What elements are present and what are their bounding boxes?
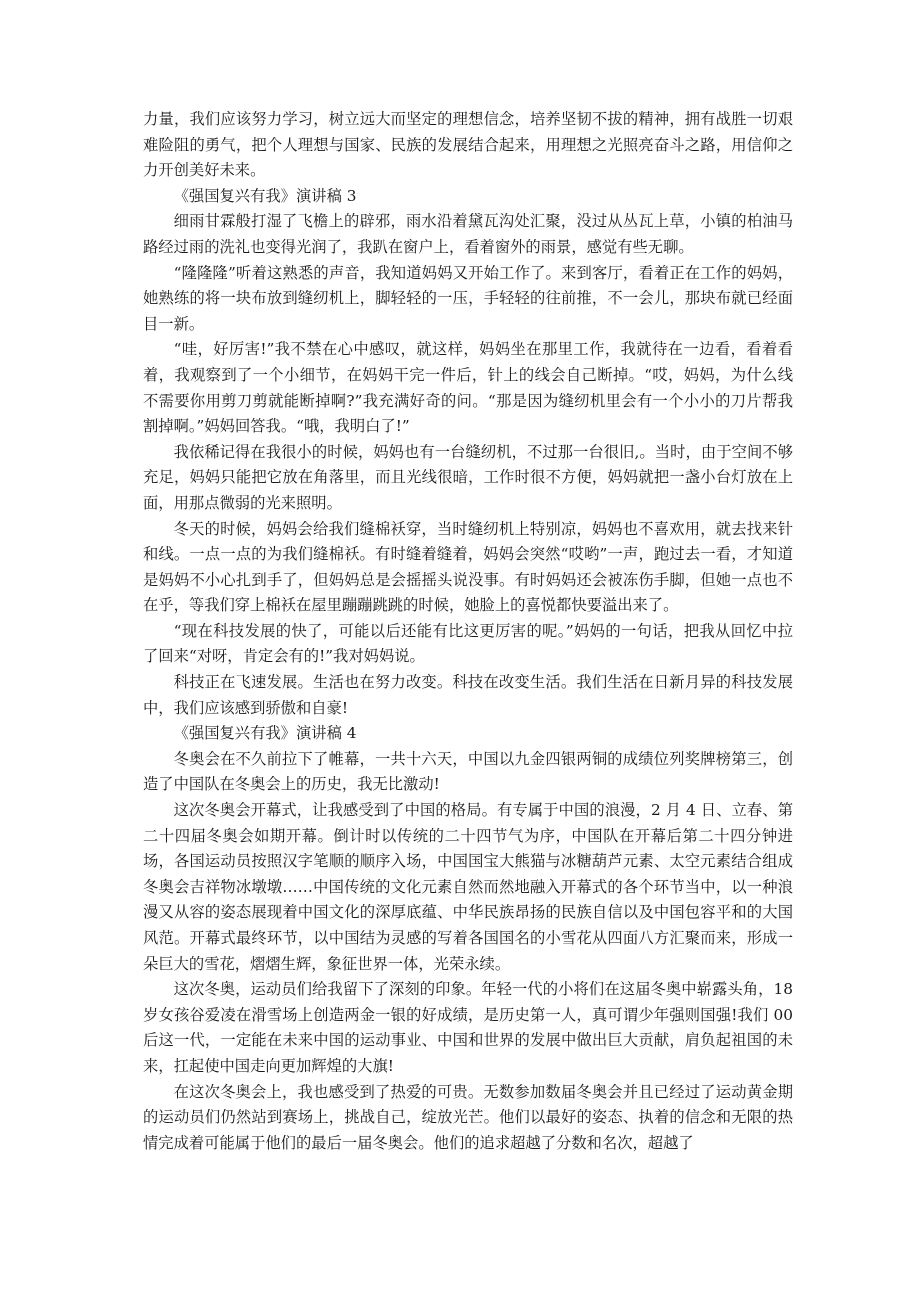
paragraph-olympics-medals: 冬奥会在不久前拉下了帷幕，一共十六天，中国以九金四银两铜的成绩位列奖牌榜第三，创造了中国队在冬奥会上的历史，我无比激动! (143, 749, 793, 794)
paragraph-winter: 冬天的时候，妈妈会给我们缝棉袄穿，当时缝纫机上特别凉，妈妈也不喜欢用，就去找来针和线。一点一点的为我们缝棉袄。有时缝着缝着，妈妈会突然“哎哟”一声，跑过去一看，才知道是妈妈不小心扎到手了，但妈妈总是会摇摇头说没事。有时妈妈还会被冻伤手脚，但她一点也不在乎，等我们穿上棉袄在屋里蹦蹦跳跳的时候，她脸上的喜悦都快要溢出来了。 (143, 519, 793, 615)
section-heading-4: 《强国复兴有我》演讲稿 4 (173, 724, 357, 743)
paragraph-tech-future: “现在科技发展的快了，可能以后还能有比这更厉害的呢。”妈妈的一句话，把我从回忆中拉了回来“对呀，肯定会有的!”我对妈妈说。 (143, 621, 793, 666)
paragraph-athletes: 这次冬奥，运动员们给我留下了深刻的印象。年轻一代的小将们在这届冬奥中崭露头角，18 岁女孩谷爱凌在滑雪场上创造两金一银的好成绩，是历史第一人，真可谓少年强则国强!我们 00 后这一代，一定能在未来中国的运动事业、中国和世界的发展中做出巨大贡献，肩负起祖国的未来，扛起使中国走向更加辉煌的大旗! (143, 980, 793, 1075)
paragraph-old-machine: 我依稀记得在我很小的时候，妈妈也有一台缝纫机，不过那一台很旧,。当时，由于空间不够充足，妈妈只能把它放在角落里，而且光线很暗，工作时很不方便，妈妈就把一盏小台灯放在上面，用那点微弱的光来照明。 (143, 442, 793, 512)
paragraph-opening-ceremony: 这次冬奥会开幕式，让我感受到了中国的格局。有专属于中国的浪漫，2 月 4 日、立春、第二十四届冬奥会如期开幕。倒计时以传统的二十四节气为序，中国队在开幕后第二十四分钟进场，各国运动员按照汉字笔顺的顺序入场，中国国宝大熊猫与冰糖葫芦元素、太空元素结合组成冬奥会吉祥物冰墩墩……中国传统的文化元素自然而然地融入开幕式的各个环节当中，以一种浪漫又从容的姿态展现着中国文化的深厚底蕴、中华民族昂扬的民族自信以及中国包容平和的大国风范。开幕式最终环节，以中国结为灵感的写着各国国名的小雪花从四面八方汇聚而来，形成一朵巨大的雪花，熠熠生辉，象征世界一体，光荣永续。 (143, 801, 793, 973)
paragraph-sewing-sound: “隆隆隆”听着这熟悉的声音，我知道妈妈又开始工作了。来到客厅，看着正在工作的妈妈，她熟练的将一块布放到缝纫机上，脚轻轻的一压，手轻轻的往前推，不一会儿，那块布就已经面目一新。 (143, 263, 793, 333)
paragraph-thread-dialogue: “哇，好厉害!”我不禁在心中感叹，就这样，妈妈坐在那里工作，我就待在一边看，看着看着，我观察到了一个小细节，在妈妈干完一件后，针上的线会自己断掉。“哎，妈妈，为什么线不需要你用剪刀剪就能断掉啊?”我充满好奇的问。“那是因为缝纫机里会有一个小小的刀片帮我割掉啊。”妈妈回答我。“哦，我明白了!” (143, 340, 793, 436)
document-page (143, 107, 793, 1156)
paragraph-passion: 在这次冬奥会上，我也感受到了热爱的可贵。无数参加数届冬奥会并且已经过了运动黄金期的运动员们仍然站到赛场上，挑战自己，绽放光芒。他们以最好的姿态、执着的信念和无限的热情完成着可能属于他们的最后一届冬奥会。他们的追求超越了分数和名次，超越了 (143, 1082, 793, 1152)
paragraph-rain: 细雨甘霖般打湿了飞檐上的辟邪，雨水沿着黛瓦沟处汇聚，没过从丛瓦上草，小镇的柏油马路经过雨的洗礼也变得光润了，我趴在窗户上，看着窗外的雨景，感觉有些无聊。 (143, 212, 793, 256)
paragraph-tech-pride: 科技正在飞速发展。生活也在努力改变。科技在改变生活。我们生活在日新月异的科技发展中，我们应该感到骄傲和自豪! (143, 673, 793, 717)
paragraph-continued: 力量，我们应该努力学习，树立远大而坚定的理想信念，培养坚韧不拔的精神，拥有战胜一切艰难险阻的勇气，把个人理想与国家、民族的发展结合起来，用理想之光照亮奋斗之路，用信仰之力开创美好未来。 (143, 110, 793, 180)
section-heading-3: 《强国复兴有我》演讲稿 3 (173, 186, 357, 205)
